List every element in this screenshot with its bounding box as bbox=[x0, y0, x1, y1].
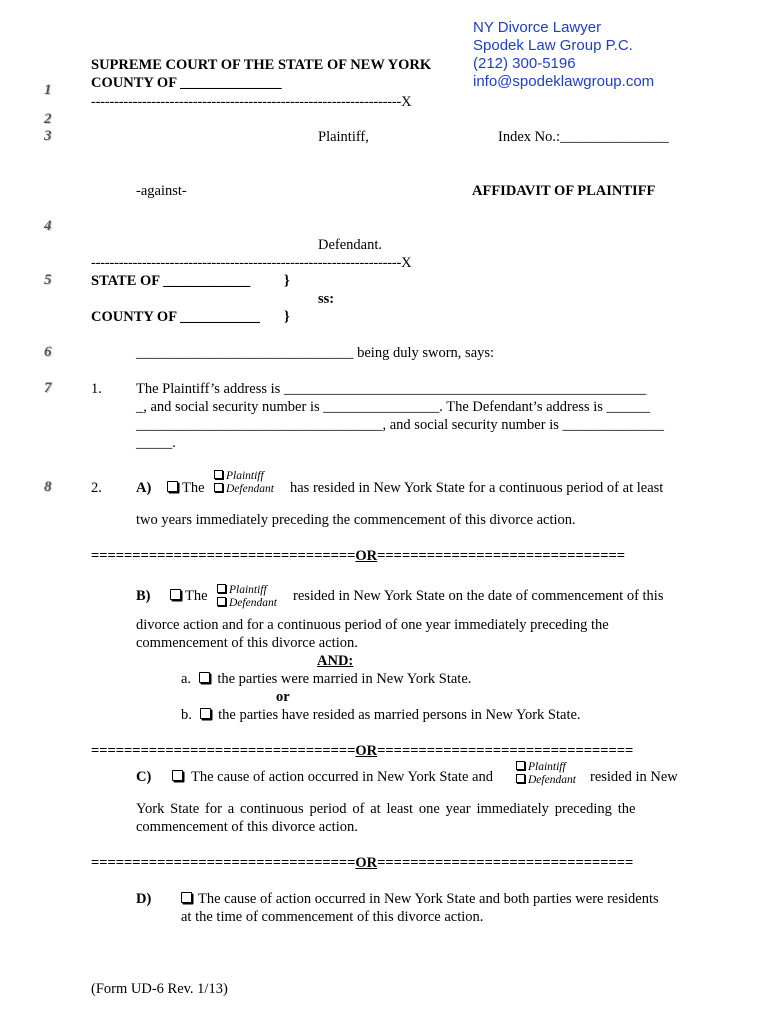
the-label: The bbox=[185, 588, 208, 604]
option-b-text-3: commencement of this divorce action. bbox=[136, 635, 358, 651]
or-separator-left: ================================ bbox=[91, 548, 356, 564]
line-number-3: 3 bbox=[44, 128, 52, 144]
line-number-5: 5 bbox=[44, 272, 52, 288]
option-b-text-2: divorce action and for a continuous period of one year immediately preceding the bbox=[136, 617, 609, 633]
option-b-label: B) bbox=[136, 588, 151, 604]
venue-ss: ss: bbox=[318, 291, 335, 307]
plaintiff-choice-label: Plaintiff bbox=[528, 761, 566, 773]
line-number-8: 8 bbox=[44, 479, 52, 495]
option-a-party-choice bbox=[214, 470, 274, 496]
defendant-label: Defendant. bbox=[318, 237, 383, 253]
option-c-label: C) bbox=[136, 769, 152, 785]
option-b-defendant-checkbox[interactable] bbox=[217, 597, 226, 606]
option-a-checkbox-row bbox=[167, 480, 205, 497]
plaintiff-choice-label: Plaintiff bbox=[226, 470, 264, 482]
defendant-choice-label: Defendant bbox=[229, 597, 277, 609]
sub-option-a bbox=[181, 671, 471, 688]
sub-option-a-label: a. bbox=[181, 671, 192, 687]
line-number-6: 6 bbox=[44, 344, 52, 360]
defendant-choice-label: Defendant bbox=[226, 483, 274, 495]
court-name: SUPREME COURT OF THE STATE OF NEW YORK bbox=[91, 57, 432, 73]
defendant-choice-label: Defendant bbox=[528, 774, 576, 786]
index-number-field: Index No.:_______________ bbox=[498, 129, 669, 145]
option-a-plaintiff-checkbox[interactable] bbox=[214, 470, 223, 479]
option-b-checkbox[interactable] bbox=[170, 589, 181, 600]
or-separator-2 bbox=[91, 743, 633, 760]
or-word: OR bbox=[355, 743, 378, 759]
venue-county: COUNTY OF ___________ bbox=[91, 309, 260, 325]
option-c-plaintiff-checkbox[interactable] bbox=[516, 761, 525, 770]
option-a-defendant-checkbox[interactable] bbox=[214, 483, 223, 492]
or-separator-right: =============================== bbox=[377, 743, 634, 759]
item-1-line-2: _, and social security number is ________________. The Defendant’s address is ______ bbox=[136, 399, 650, 415]
sub-option-b-label: b. bbox=[181, 707, 192, 723]
item-1-line-1: The Plaintiff’s address is __________________________________________________ bbox=[136, 381, 647, 397]
or-separator-right: =============================== bbox=[377, 855, 634, 871]
line-number-7: 7 bbox=[44, 380, 52, 396]
ad-line-email: info@spodeklawgroup.com bbox=[473, 73, 655, 90]
option-a-text-2: two years immediately preceding the commencement of this divorce action. bbox=[136, 512, 576, 528]
option-c-text-end: resided in New bbox=[590, 769, 678, 785]
option-c-party-choice bbox=[516, 761, 576, 787]
ad-line-phone: (212) 300-5196 bbox=[473, 55, 576, 72]
or-separator-left: ================================ bbox=[91, 743, 356, 759]
and-label: AND: bbox=[317, 653, 354, 669]
advertisement-block bbox=[473, 19, 654, 91]
venue-brace-bottom: } bbox=[284, 309, 290, 325]
option-d-text-2: at the time of commencement of this divorce action. bbox=[181, 909, 484, 925]
ad-line-firm: Spodek Law Group P.C. bbox=[473, 37, 633, 54]
sub-option-b bbox=[181, 707, 581, 724]
document-title: AFFIDAVIT OF PLAINTIFF bbox=[472, 183, 656, 199]
line-number-4: 4 bbox=[44, 218, 52, 234]
or-separator-right: ============================== bbox=[377, 548, 626, 564]
sub-option-a-checkbox[interactable] bbox=[199, 672, 210, 683]
against-label: -against- bbox=[136, 183, 187, 199]
option-c-text-2: York State for a continuous period of at least one year immediately preceding the bbox=[136, 801, 636, 817]
option-d-row bbox=[181, 891, 659, 908]
option-c-row bbox=[172, 769, 493, 786]
county-field: COUNTY OF ______________ bbox=[91, 75, 282, 91]
item-1-line-4: _____. bbox=[136, 435, 176, 451]
venue-brace-top: } bbox=[284, 273, 290, 289]
form-footer: (Form UD-6 Rev. 1/13) bbox=[91, 981, 228, 997]
option-c-defendant-checkbox[interactable] bbox=[516, 774, 525, 783]
sub-option-a-text: the parties were married in New York State. bbox=[217, 671, 472, 687]
line-number-2: 2 bbox=[44, 111, 52, 127]
option-a-checkbox[interactable] bbox=[167, 481, 178, 492]
option-c-text: The cause of action occurred in New York State and bbox=[191, 769, 493, 785]
venue-state: STATE OF ____________ bbox=[91, 273, 251, 289]
or-word: OR bbox=[355, 855, 378, 871]
or-separator-left: ================================ bbox=[91, 855, 356, 871]
option-c-text-3: commencement of this divorce action. bbox=[136, 819, 358, 835]
option-b-plaintiff-checkbox[interactable] bbox=[217, 584, 226, 593]
plaintiff-choice-label: Plaintiff bbox=[229, 584, 267, 596]
item-1-number: 1. bbox=[91, 381, 102, 397]
line-number-1: 1 bbox=[44, 82, 52, 98]
option-d-text: The cause of action occurred in New York State and both parties were residents bbox=[198, 891, 659, 907]
affiant-sworn-line: ______________________________ being duly sworn, says: bbox=[136, 345, 495, 361]
the-label: The bbox=[182, 480, 205, 496]
option-b-checkbox-row bbox=[170, 588, 208, 605]
caption-divider-top: -------------------------------------------------------------------X bbox=[91, 94, 412, 110]
option-d-checkbox[interactable] bbox=[181, 892, 192, 903]
option-a-text: has resided in New York State for a continuous period of at least bbox=[290, 480, 664, 496]
or-lower: or bbox=[276, 689, 290, 705]
sub-option-b-checkbox[interactable] bbox=[200, 708, 211, 719]
caption-divider-bottom: -------------------------------------------------------------------X bbox=[91, 255, 412, 271]
or-separator-3 bbox=[91, 855, 633, 872]
option-a-label: A) bbox=[136, 480, 152, 496]
item-1-line-3: __________________________________, and social security number is ______________ bbox=[136, 417, 664, 433]
sub-option-b-text: the parties have resided as married persons in New York State. bbox=[218, 707, 581, 723]
option-b-text: resided in New York State on the date of commencement of this bbox=[293, 588, 664, 604]
item-2-number: 2. bbox=[91, 480, 102, 496]
plaintiff-label: Plaintiff, bbox=[318, 129, 369, 145]
ad-line-title: NY Divorce Lawyer bbox=[473, 19, 602, 36]
option-b-party-choice bbox=[217, 584, 277, 610]
or-word: OR bbox=[355, 548, 378, 564]
or-separator-1 bbox=[91, 548, 625, 565]
option-c-checkbox[interactable] bbox=[172, 770, 183, 781]
option-d-label: D) bbox=[136, 891, 152, 907]
